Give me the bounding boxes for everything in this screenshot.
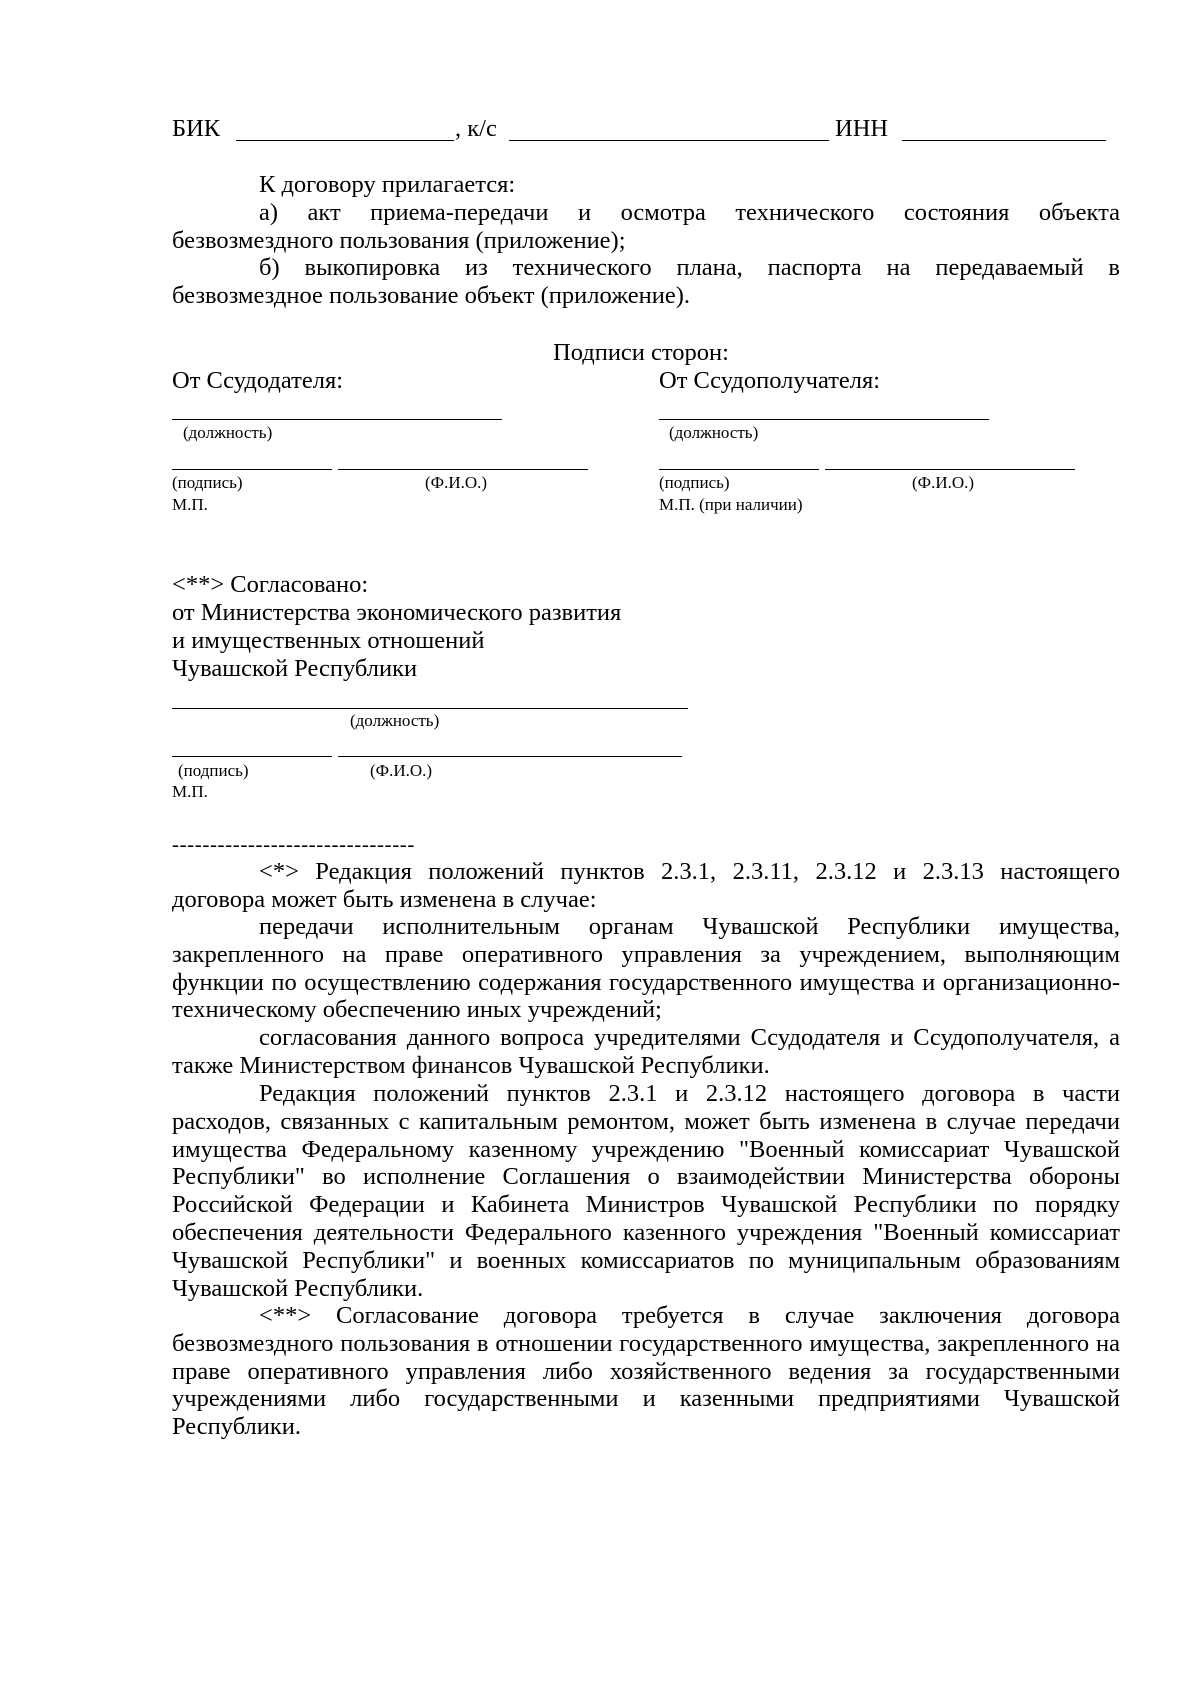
lender-heading: От Ссудодателя: [172, 367, 344, 394]
approval-position-label: (должность) [350, 711, 440, 730]
lender-signature-line [172, 469, 332, 470]
ks-blank-line [509, 140, 829, 141]
approval-line-1: <**> Согласовано: [172, 571, 369, 598]
signatures-title: Подписи сторон: [553, 339, 729, 366]
approval-signature-line [172, 756, 332, 757]
ks-label: , к/с [455, 115, 497, 142]
borrower-position-label: (должность) [669, 423, 759, 442]
borrower-heading: От Ссудополучателя: [659, 367, 881, 394]
approval-fio-line [338, 756, 682, 757]
lender-fio-label: (Ф.И.О.) [425, 473, 488, 492]
borrower-position-line [659, 419, 989, 420]
lender-seal-label: М.П. [172, 495, 208, 514]
footnote-1-item-1: передачи исполнительным органам Чувашской Республики имущества, закрепленного на праве оперативного управления за учреждением, выполняющим функции по осуществлению содержания государственного имущества и организационно-техническому обеспечению иных учреждений; [172, 913, 1120, 1024]
footnote-1-item-2: согласования данного вопроса учредителями Ссудодателя и Ссудополучателя, а также Министерством финансов Чувашской Республики. [172, 1024, 1120, 1079]
lender-signature-label: (подпись) [172, 473, 243, 492]
approval-fio-label: (Ф.И.О.) [370, 761, 433, 780]
approval-signature-label: (подпись) [178, 761, 249, 780]
approval-line-3: и имущественных отношений [172, 627, 485, 654]
footnote-1-paragraph-2: Редакция положений пунктов 2.3.1 и 2.3.12 настоящего договора в части расходов, связанных с капитальным ремонтом, может быть изменена в случае передачи имущества Федеральному казенному учреждению "Военный комиссариат Чувашской Республики" во исполнение Соглашения о взаимодействии Министерства обороны Российской Федерации и Кабинета Министров Чувашской Республики по порядку обеспечения деятельности Федерального казенного учреждения "Военный комиссариат Чувашской Республики" и военных комиссариатов по муниципальным образованиям Чувашской Республики. [172, 1080, 1120, 1302]
approval-seal-label: М.П. [172, 782, 208, 801]
inn-blank-line [902, 140, 1106, 141]
lender-fio-line [338, 469, 588, 470]
approval-line-2: от Министерства экономического развития [172, 599, 622, 626]
lender-position-line [172, 419, 502, 420]
bik-label: БИК [172, 115, 221, 142]
approval-line-4: Чувашской Республики [172, 655, 418, 682]
footnote-1: <*> Редакция положений пунктов 2.3.1, 2.3.11, 2.3.12 и 2.3.13 настоящего договора может быть изменена в случае: [172, 858, 1120, 913]
attachment-item-b: б) выкопировка из технического плана, паспорта на передаваемый в безвозмездное пользование объект (приложение). [172, 254, 1120, 309]
footnote-2: <**> Согласование договора требуется в случае заключения договора безвозмездного пользования в отношении государственного имущества, закрепленного на праве оперативного управления либо хозяйственного ведения за государственными учреждениями либо государственными и казенными предприятиями Чувашской Республики. [172, 1302, 1120, 1441]
inn-label: ИНН [835, 115, 889, 142]
borrower-seal-label: М.П. (при наличии) [659, 495, 803, 514]
borrower-signature-label: (подпись) [659, 473, 730, 492]
borrower-signature-line [659, 469, 819, 470]
attachment-item-a: а) акт приема-передачи и осмотра технического состояния объекта безвозмездного пользования (приложение); [172, 199, 1120, 254]
footnote-separator: -------------------------------- [172, 832, 415, 856]
approval-position-line [172, 708, 688, 709]
attachments-intro: К договору прилагается: [259, 171, 516, 198]
borrower-fio-label: (Ф.И.О.) [912, 473, 975, 492]
borrower-fio-line [825, 469, 1075, 470]
lender-position-label: (должность) [183, 423, 273, 442]
bik-blank-line [236, 140, 454, 141]
